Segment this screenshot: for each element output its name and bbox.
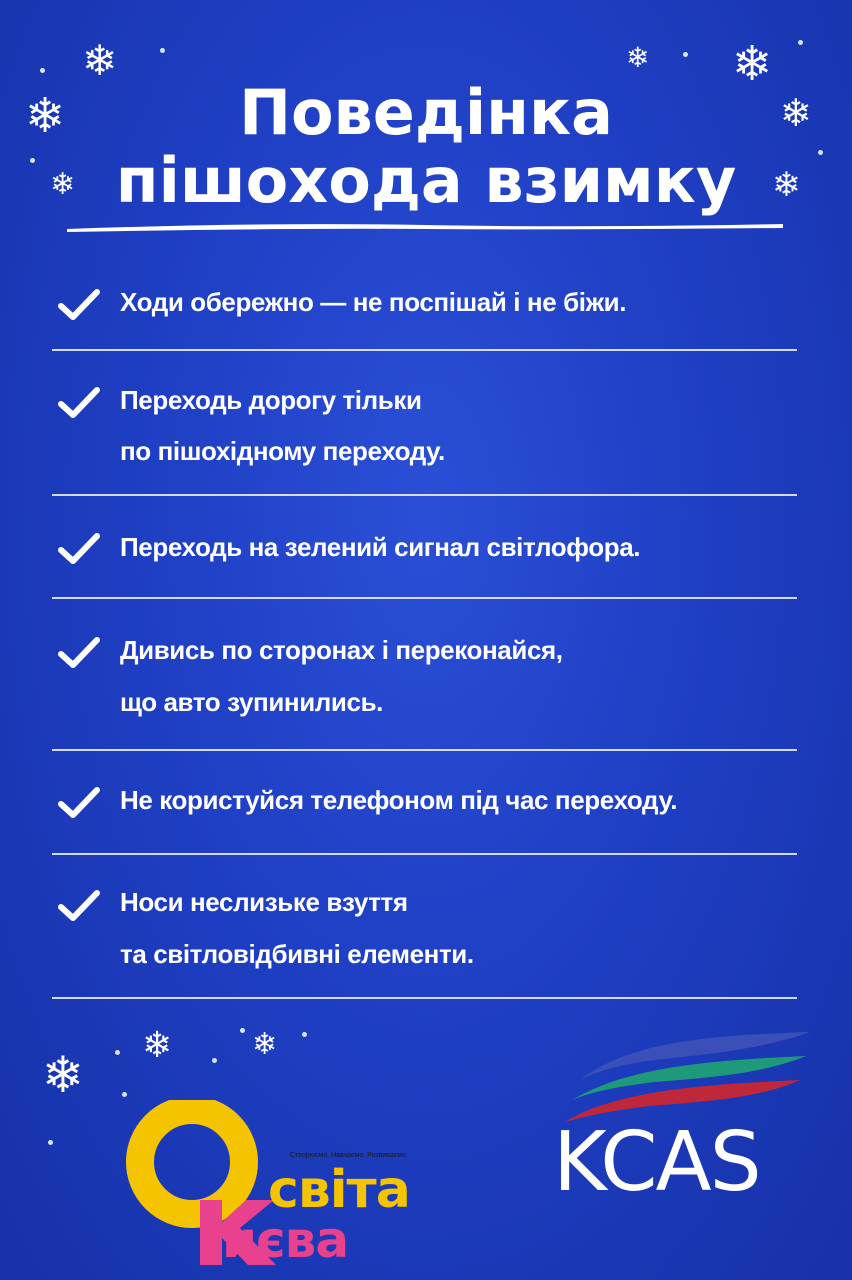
snowflake-icon: ❄ xyxy=(252,1027,278,1062)
kieva-word: иєва xyxy=(222,1211,349,1269)
separator-line xyxy=(52,597,797,599)
page-title-line-2: пішохода взимку xyxy=(115,144,737,217)
page-title-line-1: Поведінка xyxy=(239,76,613,149)
snowflake-icon: ❄ xyxy=(142,1025,173,1066)
sparkle-dot xyxy=(302,1032,307,1037)
sparkle-dot xyxy=(115,1050,120,1055)
sparkle-dot xyxy=(48,1140,53,1145)
kcas-swoosh-logo xyxy=(560,1030,815,1125)
snowflake-icon: ❄ xyxy=(42,1046,84,1104)
separator-line xyxy=(52,349,797,351)
rule-text: Переходь на зелений сигнал світлофора. xyxy=(120,532,641,562)
sparkle-dot xyxy=(240,1028,245,1033)
kcas-wordmark: KCAS xyxy=(553,1115,760,1210)
snowflake-icon: ❄ xyxy=(82,36,118,85)
rule-text: Не користуйся телефоном під час переходу. xyxy=(120,785,678,815)
separator-line xyxy=(52,997,797,999)
check-icon xyxy=(58,786,100,820)
sparkle-dot xyxy=(212,1058,217,1063)
snowflake-icon: ❄ xyxy=(732,36,773,92)
separator-line xyxy=(52,494,797,496)
separator-line xyxy=(52,853,797,855)
osvita-word: світа xyxy=(268,1160,410,1220)
rule-text: по пішохідному переходу. xyxy=(120,436,445,466)
rule-text: Дивись по сторонах і переконайся, xyxy=(120,635,563,665)
sparkle-dot xyxy=(818,150,823,155)
rule-text: та світловідбивні елементи. xyxy=(120,939,474,969)
snowflake-icon: ❄ xyxy=(780,91,812,135)
snowflake-icon: ❄ xyxy=(50,167,76,202)
sparkle-dot xyxy=(122,1092,127,1097)
check-icon xyxy=(58,636,100,670)
check-icon xyxy=(58,532,100,566)
rule-text: що авто зупинились. xyxy=(120,687,383,717)
check-icon xyxy=(58,386,100,420)
sparkle-dot xyxy=(30,158,35,163)
snowflake-icon: ❄ xyxy=(25,88,66,144)
sparkle-dot xyxy=(683,52,688,57)
rule-text: Переходь дорогу тільки xyxy=(120,385,422,415)
check-icon xyxy=(58,889,100,923)
sparkle-dot xyxy=(40,68,45,73)
title-underline xyxy=(65,220,785,234)
rule-text: Носи неслизьке взуття xyxy=(120,887,408,917)
sparkle-dot xyxy=(798,40,803,45)
separator-line xyxy=(52,749,797,751)
osvita-tagline: Створюємо. Навчаємо. Розвиваємо xyxy=(290,1152,406,1159)
snowflake-icon: ❄ xyxy=(626,41,650,74)
check-icon xyxy=(58,288,100,322)
rule-text: Ходи обережно — не поспішай і не біжи. xyxy=(120,287,627,317)
snowflake-icon: ❄ xyxy=(772,165,801,205)
sparkle-dot xyxy=(160,48,165,53)
